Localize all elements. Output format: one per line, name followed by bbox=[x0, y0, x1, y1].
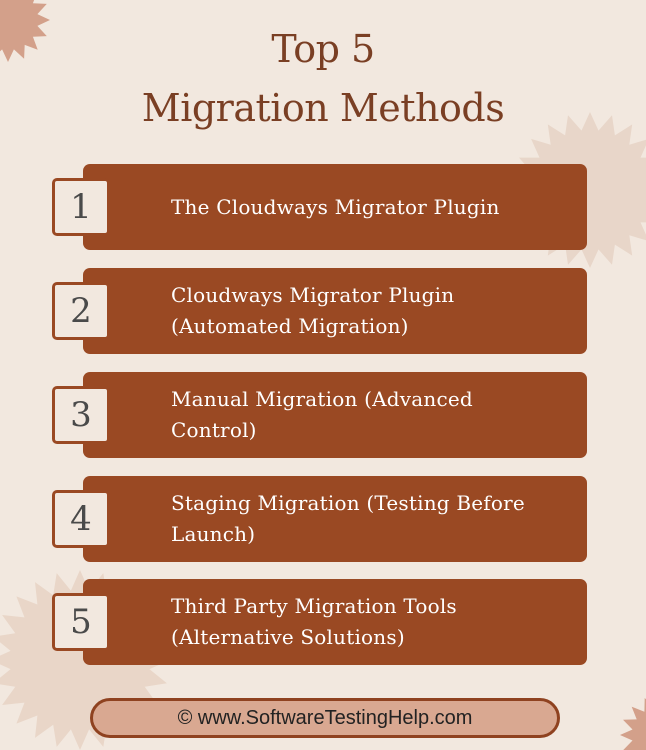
method-label-2: Cloudways Migrator Plugin (Automated Migration) bbox=[171, 283, 455, 338]
page-title-line-1: Top 5 bbox=[271, 27, 375, 71]
method-number-3: 3 bbox=[52, 386, 110, 444]
page-title-line-2: Migration Methods bbox=[141, 86, 505, 130]
method-label-1: The Cloudways Migrator Plugin bbox=[171, 194, 500, 219]
method-number-5: 5 bbox=[52, 593, 110, 651]
method-label-3: Manual Migration (Advanced Control) bbox=[171, 387, 473, 442]
method-label-5: Third Party Migration Tools (Alternative Solutions) bbox=[171, 594, 457, 649]
method-number-2: 2 bbox=[52, 282, 110, 340]
method-number-1: 1 bbox=[52, 178, 110, 236]
method-label-4: Staging Migration (Testing Before Launch) bbox=[171, 491, 525, 546]
website-credit-link[interactable]: © www.SoftwareTestingHelp.com bbox=[90, 698, 560, 738]
method-number-4: 4 bbox=[52, 490, 110, 548]
